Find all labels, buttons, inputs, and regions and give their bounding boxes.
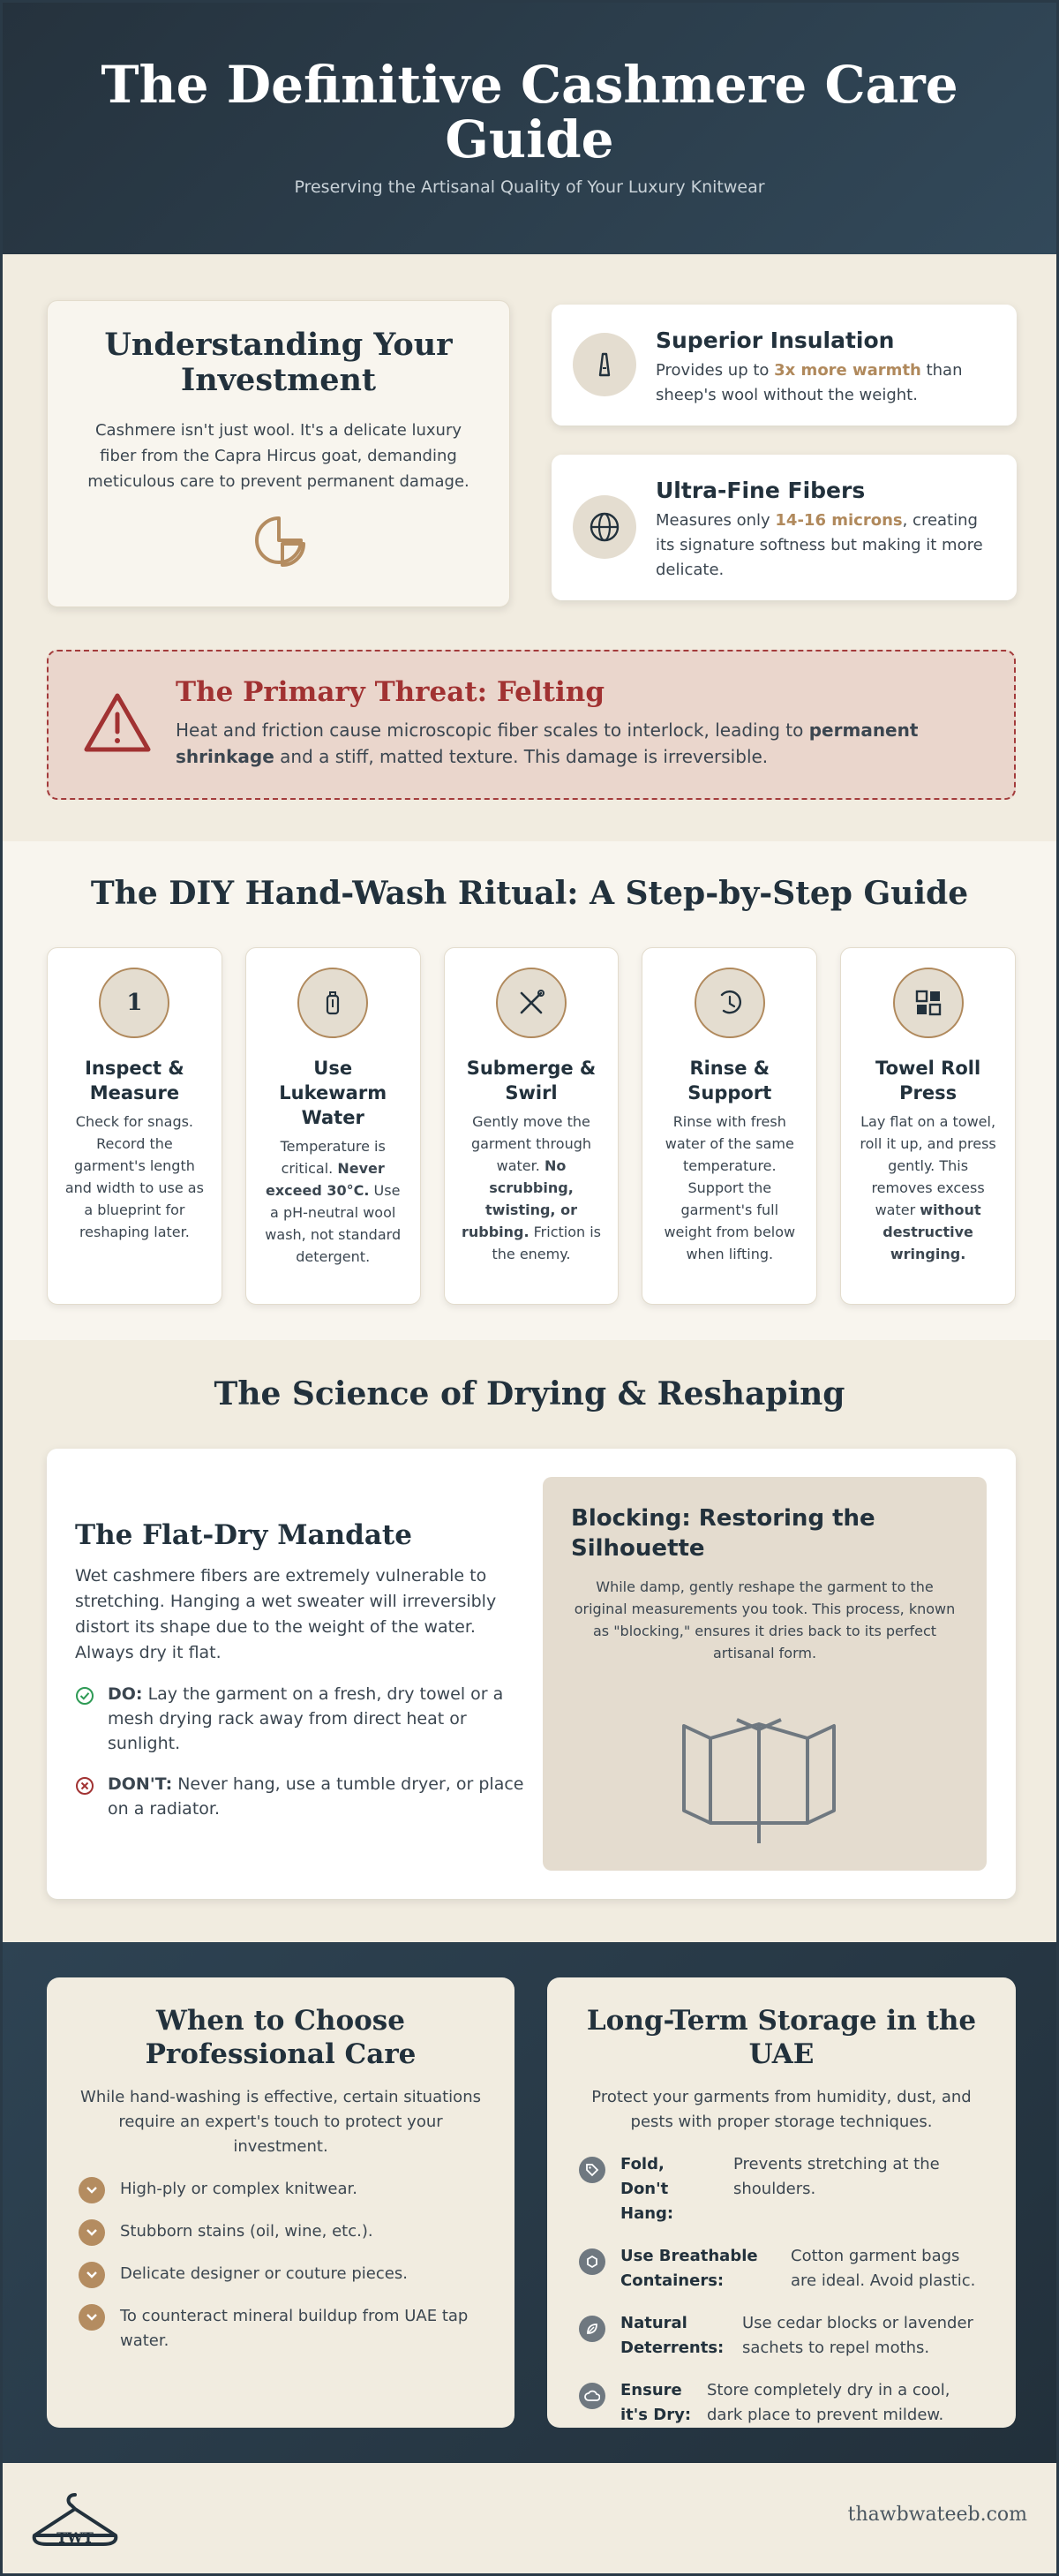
storage-key: Fold, Don't Hang: [620, 2155, 674, 2223]
chevron-down-icon [79, 2262, 105, 2288]
blocking-panel [543, 1477, 987, 1871]
storage-key: Natural Deterrents: [620, 2314, 725, 2357]
drying-section [3, 1340, 1056, 1942]
insulation-title: Superior Insulation [656, 328, 895, 353]
list-item: Stubborn stains (oil, wine, etc.). [79, 2219, 483, 2244]
professional-care-panel [47, 1977, 514, 2428]
step-text: Gently move the garment through water. No scrubbing, twisting, or rubbing. Friction is the enemy. [461, 1113, 602, 1262]
blocking-frame-icon [675, 1715, 843, 1848]
water-bottle-icon [297, 968, 368, 1038]
check-circle-icon [75, 1686, 94, 1713]
list-item: To counteract mineral buildup from UAE tap water. [79, 2304, 483, 2354]
logo-text: TWT [56, 2529, 94, 2546]
tools-icon [496, 968, 567, 1038]
step-text: Rinse with fresh water of the same temperature. Support the garment's full weight from below when lifting. [664, 1113, 796, 1262]
list-item: Delicate designer or couture pieces. [79, 2262, 483, 2286]
dont-rule: DON'T: Never hang, use a tumble dryer, or place on a radiator. [75, 1772, 525, 1821]
blocking-text: While damp, gently reshape the garment to the original measurements you took. This process, known as "blocking," ensures it dries back to its perfect artisanal form. [574, 1578, 956, 1661]
storage-value: Use cedar blocks or lavender sachets to repel moths. [742, 2314, 973, 2357]
storage-value: Cotton garment bags are ideal. Avoid plastic. [791, 2247, 976, 2290]
chevron-down-icon [79, 2219, 105, 2246]
professional-list [79, 2177, 483, 2354]
do-rule: DO: Lay the garment on a fresh, dry towel or a mesh drying rack away from direct heat or sunlight. [75, 1682, 525, 1756]
professional-text: While hand-washing is effective, certain situations require an expert's touch to protect your investment. [80, 2088, 481, 2156]
insulation-card [552, 305, 1017, 426]
storage-value: Prevents stretching at the shoulders. [733, 2155, 940, 2198]
storage-row [579, 2311, 984, 2361]
list-item: High-ply or complex knitwear. [79, 2177, 483, 2202]
storage-row [579, 2378, 984, 2428]
handwash-title: The DIY Hand-Wash Ritual: A Step-by-Step Guide [90, 875, 969, 912]
fibers-highlight: 14-16 microns [775, 511, 903, 530]
page-title: The Definitive Cashmere Care Guide [101, 55, 958, 169]
investment-card [47, 300, 510, 607]
step-title: Rinse & Support [687, 1058, 772, 1103]
storage-key: Use Breathable Containers: [620, 2247, 758, 2290]
step-text: Lay flat on a towel, roll it up, and press gently. This removes excess water without destructive wringing. [860, 1113, 996, 1262]
insulation-highlight: 3x more warmth [774, 361, 921, 380]
thermometer-icon [573, 333, 636, 396]
storage-value: Store completely dry in a cool, dark place to prevent mildew. [707, 2381, 950, 2424]
hexagon-icon [579, 2248, 605, 2275]
tag-icon [579, 2157, 605, 2183]
step-title: Towel Roll Press [875, 1058, 981, 1103]
grid-icon [893, 968, 964, 1038]
leaf-icon [579, 2316, 605, 2342]
step-card-1 [47, 947, 222, 1305]
step-card-2 [245, 947, 421, 1305]
hero-header [3, 3, 1056, 254]
professional-title: When to Choose Professional Care [145, 2005, 417, 2070]
threat-title: The Primary Threat: Felting [176, 676, 605, 708]
drying-card [47, 1449, 1016, 1899]
step-text: Check for snags. Record the garment's length and width to use as a blueprint for reshaping later. [64, 1113, 204, 1240]
intro-section [3, 254, 1056, 841]
chevron-down-icon [79, 2177, 105, 2203]
threat-text: Heat and friction cause microscopic fiber scales to interlock, leading to permanent shrinkage and a stiff, matted texture. This damage is irreversible. [176, 719, 919, 767]
flat-dry-panel [75, 1519, 525, 1821]
investment-text: Cashmere isn't just wool. It's a delicate luxury fiber from the Capra Hircus goat, demanding meticulous care to prevent permanent damage. [87, 421, 469, 491]
flat-dry-text: Wet cashmere fibers are extremely vulnerable to stretching. Hanging a wet sweater will irreversibly distort its shape due to the weight of the water. Always dry it flat. [75, 1566, 497, 1662]
fibers-card [552, 455, 1017, 600]
handwash-section [3, 841, 1056, 1340]
step-card-4 [642, 947, 817, 1305]
step-number-badge: 1 [99, 968, 169, 1038]
felting-threat-alert [47, 650, 1016, 800]
steps-row [47, 947, 1016, 1305]
rinse-icon [695, 968, 765, 1038]
investment-title: Understanding Your Investment [104, 327, 453, 398]
step-title: Inspect & Measure [85, 1058, 184, 1103]
storage-row [579, 2152, 984, 2226]
storage-row [579, 2244, 984, 2294]
site-link[interactable]: thawbwateeb.com [847, 2504, 1027, 2526]
blocking-title: Blocking: Restoring the Silhouette [571, 1505, 875, 1562]
storage-key: Ensure it's Dry: [620, 2381, 692, 2424]
pie-chart-icon [85, 514, 472, 570]
fibers-text: Measures only 14-16 microns, creating its signature softness but making it more delicate. [656, 511, 983, 579]
storage-text: Protect your garments from humidity, dust, and pests with proper storage techniques. [591, 2088, 972, 2131]
step-text: Temperature is critical. Never exceed 30°C. Use a pH-neutral wool wash, not standard detergent. [265, 1138, 402, 1265]
cloud-icon [579, 2383, 605, 2409]
warning-icon [82, 691, 153, 758]
care-storage-section [3, 1942, 1056, 2463]
hanger-logo [29, 2489, 121, 2551]
storage-panel [547, 1977, 1016, 2428]
step-card-5 [840, 947, 1016, 1305]
drying-title: The Science of Drying & Reshaping [214, 1375, 845, 1412]
step-card-3 [444, 947, 620, 1305]
globe-icon [573, 495, 636, 559]
step-title: Submerge & Swirl [466, 1058, 597, 1103]
x-circle-icon [75, 1776, 94, 1803]
insulation-text: Provides up to 3x more warmth than sheep's wool without the weight. [656, 361, 963, 404]
fibers-title: Ultra-Fine Fibers [656, 478, 866, 503]
storage-title: Long-Term Storage in the UAE [586, 2005, 977, 2070]
footer [3, 2463, 1056, 2576]
chevron-down-icon [79, 2304, 105, 2331]
flat-dry-title: The Flat-Dry Mandate [75, 1519, 412, 1551]
step-title: Use Lukewarm Water [279, 1058, 387, 1128]
page-subtitle: Preserving the Artisanal Quality of Your Luxury Knitwear [294, 177, 765, 197]
